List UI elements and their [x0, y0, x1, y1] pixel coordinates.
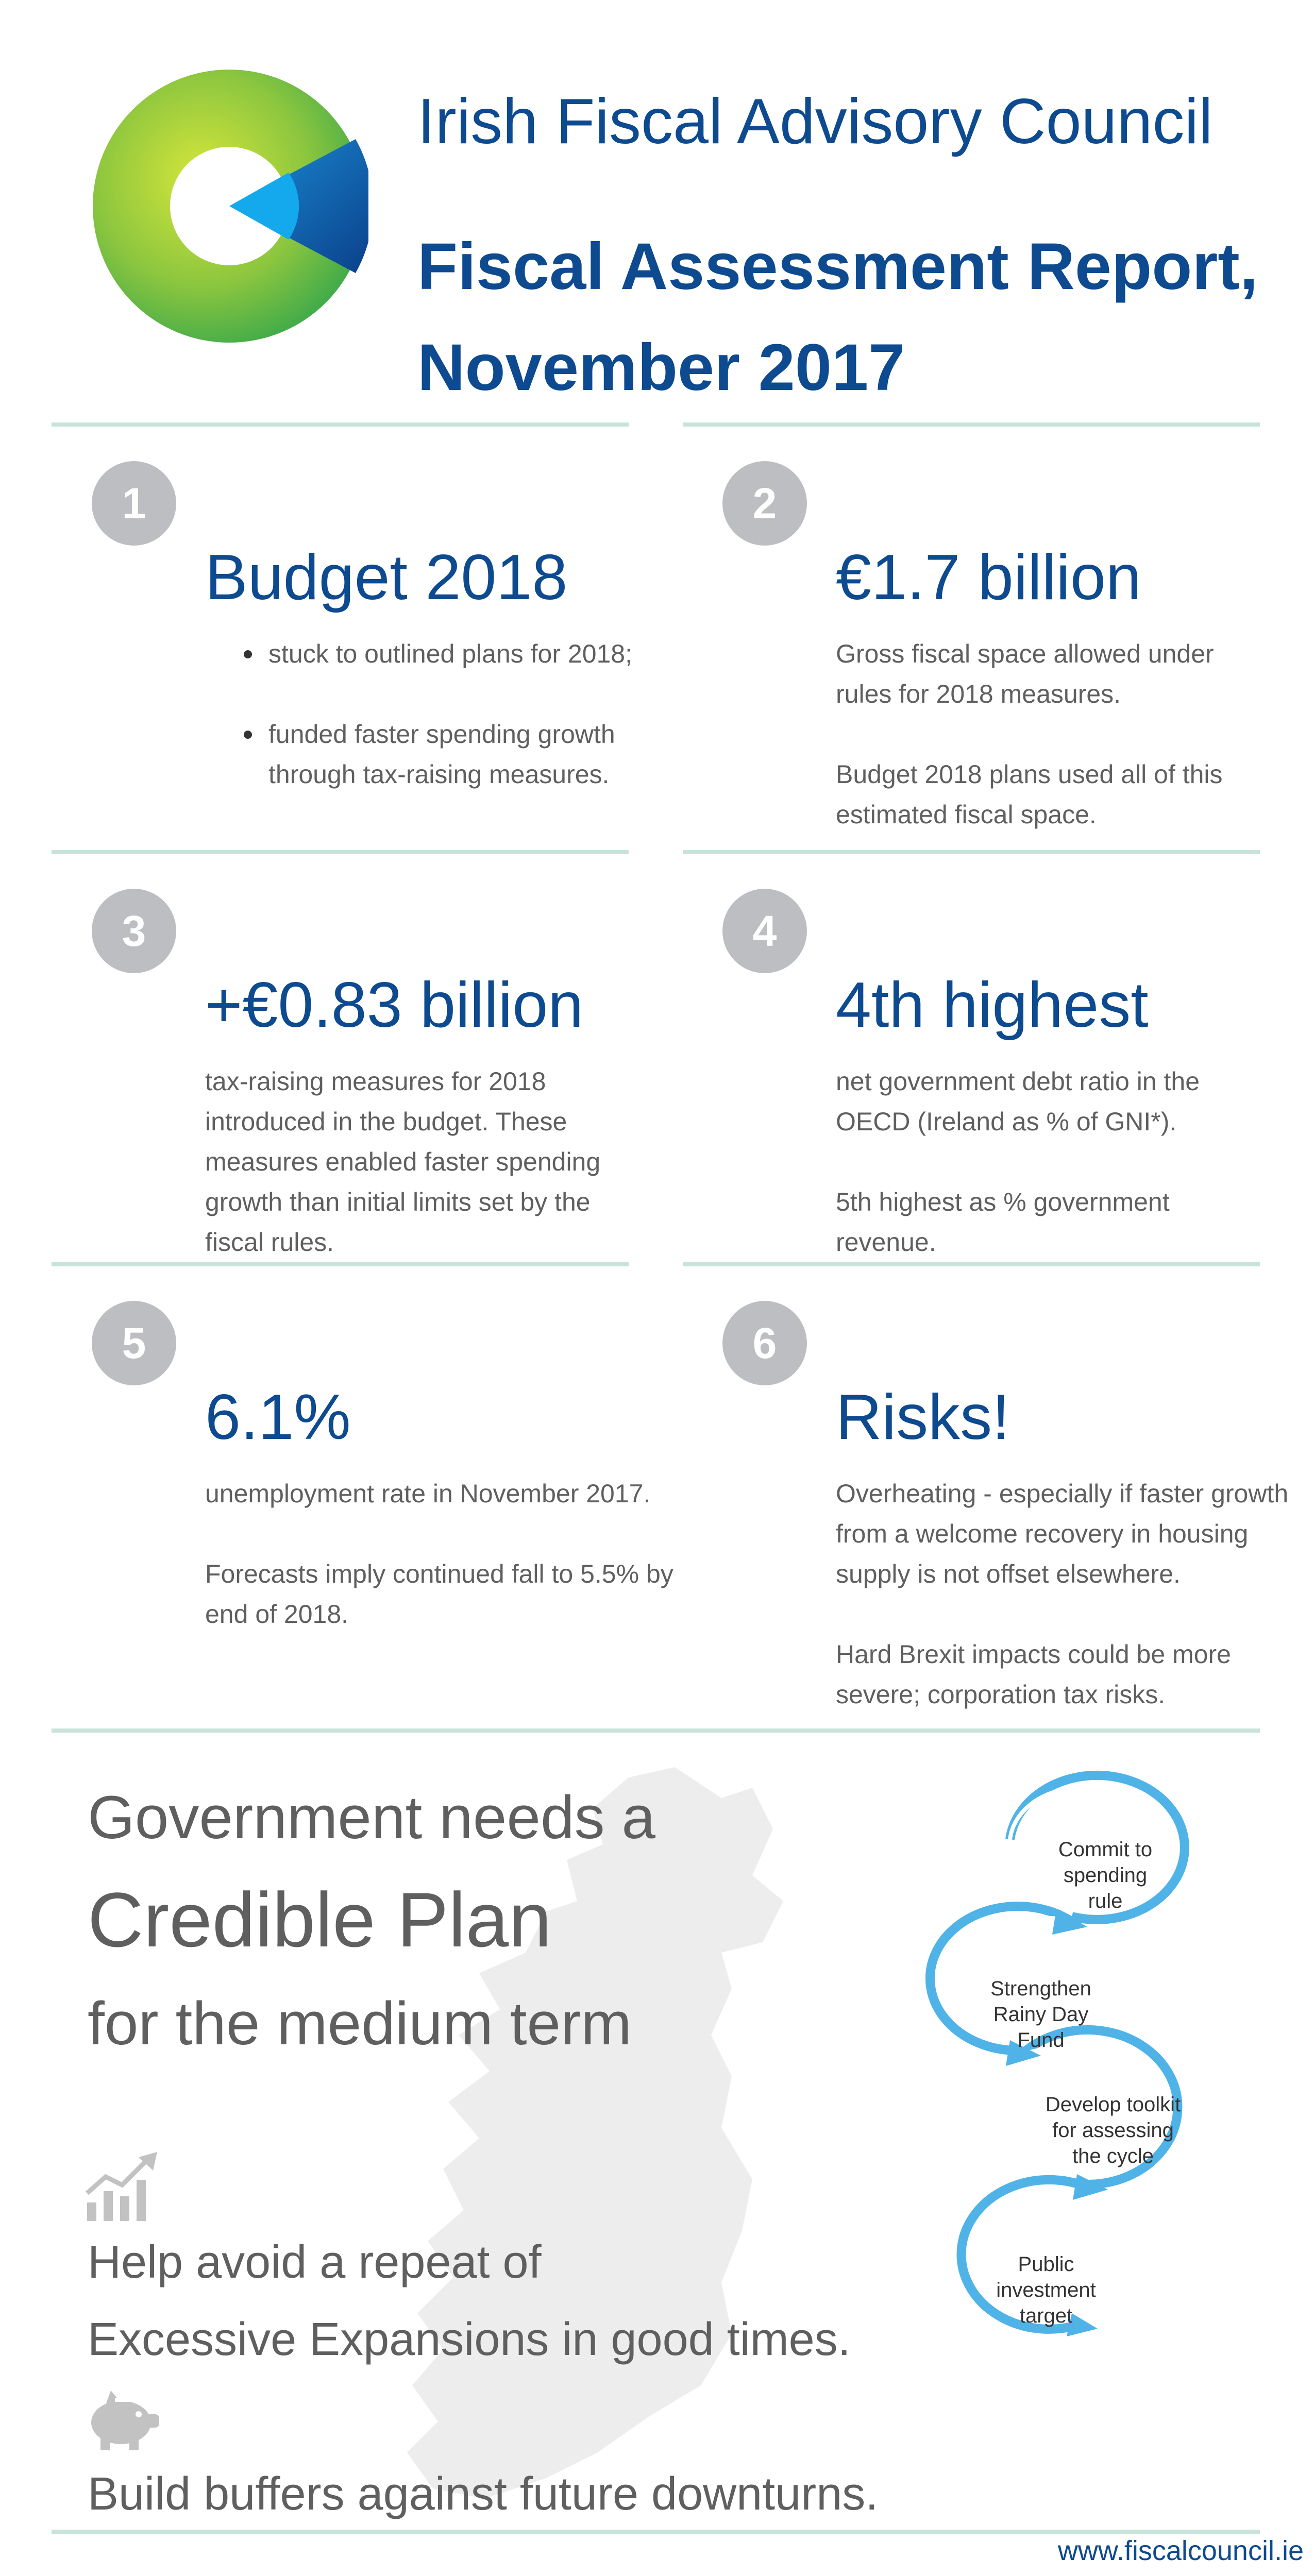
divider: [52, 850, 629, 854]
plan-line-1: Government needs a: [88, 1784, 655, 1852]
cycle-step-3: Develop toolkit for assessing the cycle: [1045, 2093, 1181, 2167]
plan-line-2: Credible Plan: [88, 1876, 552, 1963]
divider: [683, 1262, 1260, 1266]
divider: [52, 1728, 1260, 1733]
list-item: stuck to outlined plans for 2018;: [240, 634, 652, 674]
finding-number-2: 2: [722, 461, 807, 546]
finding-headline-5: 6.1%: [205, 1382, 351, 1453]
org-name: Irish Fiscal Advisory Council: [417, 86, 1213, 157]
divider: [52, 1262, 629, 1266]
finding-text-3: tax-raising measures for 2018 introduced in the budget. These measures enabled faster spending growth than initial limits set by the fiscal rules.: [205, 1067, 601, 1257]
report-title: Fiscal Assessment Report, November 2017: [417, 230, 1258, 404]
finding-number-4: 4: [722, 889, 807, 973]
benefit-2: Build buffers against future downturns.: [88, 2468, 879, 2520]
website-link[interactable]: www.fiscalcouncil.ie: [1057, 2535, 1304, 2566]
cycle-step-4: Public investment target: [996, 2253, 1096, 2327]
finding-headline-1: Budget 2018: [205, 542, 568, 613]
list-item: funded faster spending growth through tax-raising measures.: [240, 714, 652, 794]
divider: [52, 422, 629, 427]
benefit-1-line-2: Excessive Expansions in good times.: [88, 2314, 851, 2365]
cycle-step-2: Strengthen Rainy Day Fund: [990, 1977, 1091, 2052]
finding-headline-6: Risks!: [836, 1382, 1010, 1453]
finding-number-5: 5: [92, 1301, 176, 1385]
piggy-bank-icon: [85, 2391, 162, 2452]
finding-headline-2: €1.7 billion: [836, 542, 1141, 613]
finding-text-2: Gross fiscal space allowed under rules for 2018 measures. Budget 2018 plans used all of this estimated fiscal space.: [836, 639, 1223, 829]
fiscal-council-logo-icon: [90, 67, 368, 345]
finding-number-1: 1: [92, 461, 176, 546]
cycle-step-1: Commit to spending rule: [1058, 1838, 1153, 1912]
plan-line-3: for the medium term: [88, 1990, 632, 2058]
finding-text-5: unemployment rate in November 2017. Forecasts imply continued fall to 5.5% by end of 2018.: [205, 1479, 673, 1629]
finding-number-3: 3: [92, 889, 176, 973]
rising-chart-icon: [85, 2151, 160, 2223]
benefit-1-line-1: Help avoid a repeat of: [88, 2236, 542, 2288]
divider: [683, 850, 1260, 854]
finding-number-6: 6: [722, 1301, 807, 1385]
divider: [683, 422, 1260, 427]
finding-headline-3: +€0.83 billion: [205, 970, 584, 1041]
finding-bullets-1: [240, 634, 652, 835]
finding-headline-4: 4th highest: [836, 970, 1149, 1041]
finding-text-6: Overheating - especially if faster growth from a welcome recovery in housing supply is not offset elsewhere. Hard Brexit impacts could be more severe; corporation tax risks.: [836, 1479, 1289, 1709]
finding-text-4: net government debt ratio in the OECD (Ireland as % of GNI*). 5th highest as % government revenue.: [836, 1067, 1200, 1257]
